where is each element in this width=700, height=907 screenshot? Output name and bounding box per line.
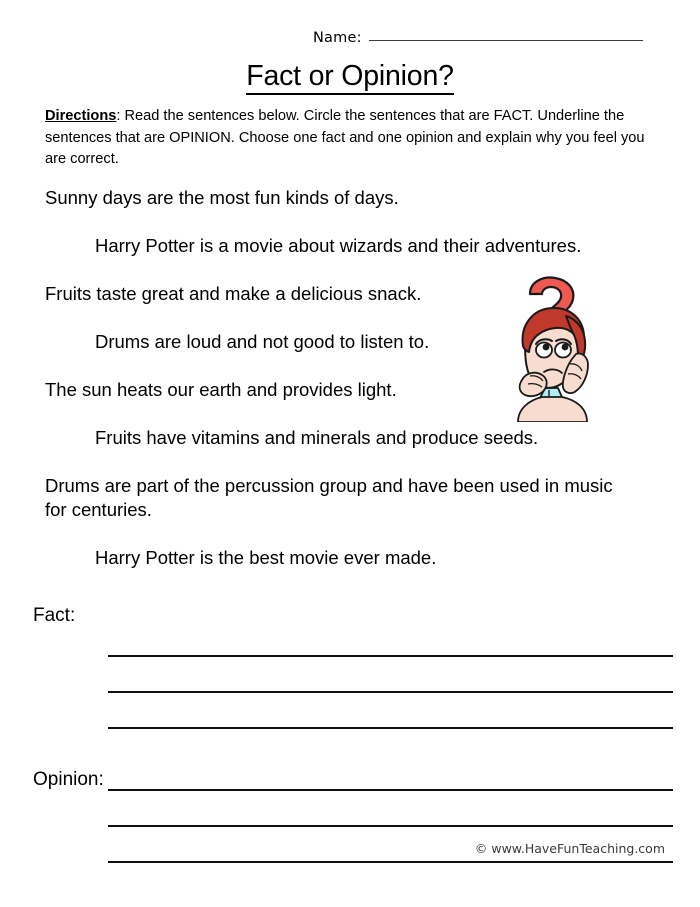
sentence-item[interactable]: Fruits taste great and make a delicious snack. — [45, 283, 422, 304]
thinking-person-with-question-mark-icon — [492, 276, 610, 422]
directions-paragraph — [45, 106, 645, 171]
directions-text: Read the sentences below. Circle the sentences that are FACT. Underline the sentences that are OPINION. Choose one fact and one opinion and explain why you feel you are correct. — [45, 108, 645, 167]
fact-label: Fact: — [33, 605, 76, 626]
fact-write-in-line[interactable] — [108, 727, 673, 729]
sentence-item[interactable]: Harry Potter is the best movie ever made. — [95, 547, 437, 568]
fact-label-row — [33, 605, 673, 627]
sentence-item[interactable]: Sunny days are the most fun kinds of days. — [45, 187, 399, 208]
opinion-write-in-line[interactable] — [108, 789, 673, 791]
fact-answer-block — [33, 605, 673, 729]
name-write-in-line[interactable] — [369, 40, 643, 41]
answer-section — [33, 605, 673, 863]
sentence-item[interactable]: Drums are part of the percussion group and have been used in music for centuries. — [45, 475, 613, 520]
name-label: Name: — [313, 30, 362, 46]
page-title-text: Fact or Opinion? — [246, 60, 454, 95]
name-field-row — [313, 30, 643, 46]
opinion-write-in-line[interactable] — [108, 861, 673, 863]
opinion-label: Opinion: — [33, 769, 104, 790]
sentence-item[interactable]: The sun heats our earth and provides light. — [45, 379, 397, 400]
copyright-footer: © www.HaveFunTeaching.com — [474, 841, 665, 856]
sentence-item[interactable]: Drums are loud and not good to listen to. — [95, 331, 430, 352]
sentence-item[interactable]: Harry Potter is a movie about wizards and their adventures. — [95, 235, 582, 256]
directions-label: Directions — [45, 108, 117, 124]
page-title — [0, 60, 700, 93]
directions-separator: : — [116, 108, 121, 124]
sentence-item[interactable]: Fruits have vitamins and minerals and produce seeds. — [95, 427, 539, 448]
opinion-label-row — [33, 769, 673, 791]
